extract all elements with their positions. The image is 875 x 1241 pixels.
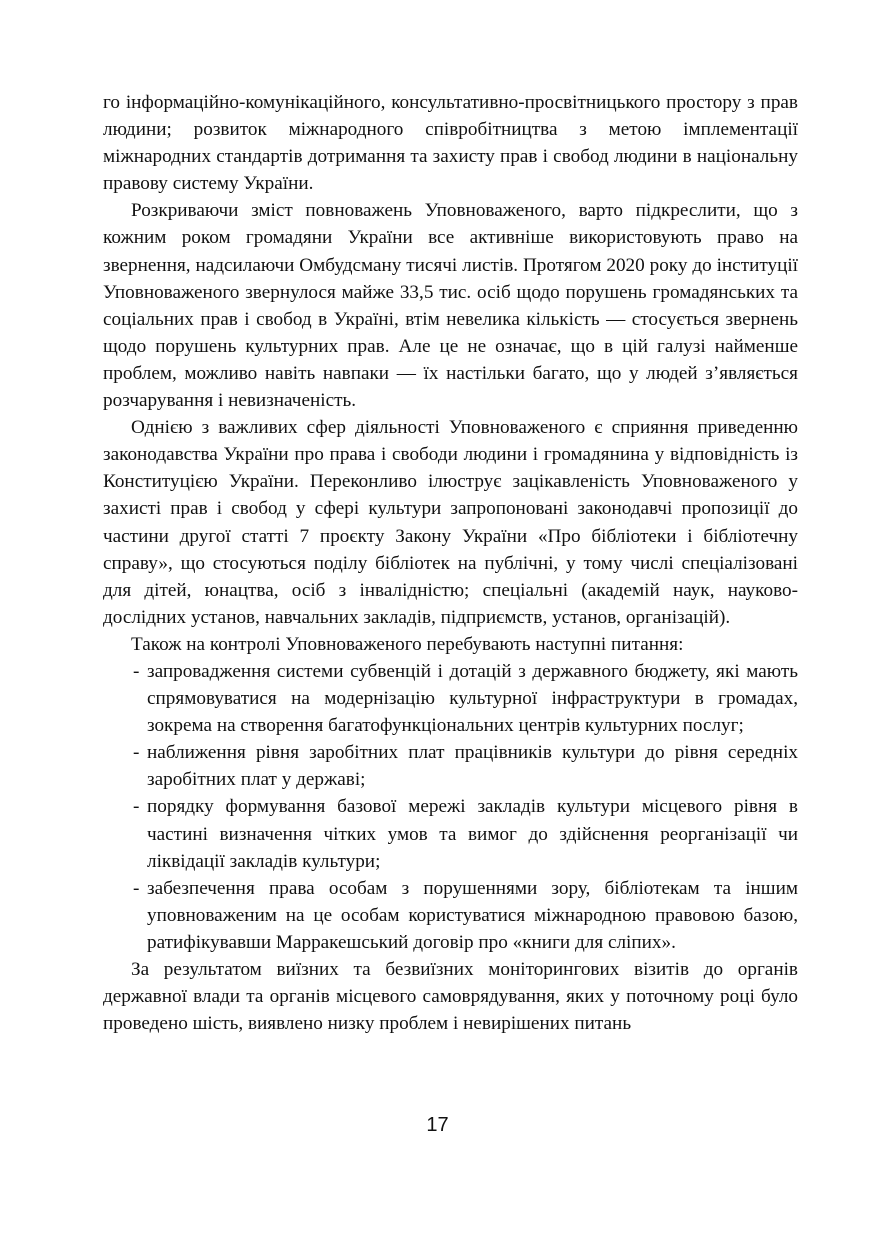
paragraph-monitoring: За результатом виїзних та безвиїзних моніторингових візитів до органів державної влади та органів місцевого самоврядування, яких у поточному році було проведено шість, виявлено низку проблем і невирішених питань — [103, 959, 798, 1035]
list-item — [103, 739, 798, 793]
list-item-text: забезпечення права особам з порушеннями зору, бібліотекам та іншим уповноваженим на це особам користуватися міжнародною правовою базою, ратифікувавши Марракешський договір про «книги для сліпих». — [147, 877, 798, 953]
page-number: 17 — [426, 1114, 449, 1136]
paragraph-control-issues: Також на контролі Уповноваженого перебувають наступні питання: — [131, 633, 684, 655]
bullet-list — [103, 658, 798, 956]
paragraph-continuation: го інформаційно-комунікаційного, консультативно-просвітницького простору з прав людини; розвиток міжнародного співробітництва з метою імплементації міжнародних стандартів дотримання та захисту прав і свобод людини в національну правову систему України. — [103, 92, 798, 195]
bullet-dash: - — [133, 660, 140, 682]
page-body — [103, 89, 798, 1037]
list-item-text: запровадження системи субвенцій і дотацій з державного бюджету, які мають спрямовуватися на модернізацію культурної інфраструктури в громадах, зокрема на створення багатофункціональних центрів культурних послуг; — [147, 660, 798, 737]
bullet-dash: - — [133, 877, 140, 899]
list-item-text: наближення рівня заробітних плат працівників культури до рівня середніх заробітних плат у державі; — [147, 742, 798, 791]
list-item — [103, 658, 798, 739]
paragraph-ombudsman-powers: Розкриваючи зміст повноважень Уповноваженого, варто підкреслити, що з кожним роком громадяни України все активніше використовують право на звернення, надсилаючи Омбудсману тисячі листів. Протягом 2020 року до інституції Уповноваженого звернулося майже 33,5 тис. осіб щодо порушень громадянських та соціальних прав і свобод в Україні, втім невелика кількість — стосується звернень щодо порушень культурних прав. Але це не означає, що в цій галузі найменше проблем, можливо навіть навпаки — їх настільки багато, що у людей з’являється розчарування і невизначеність. — [103, 200, 798, 412]
bullet-dash: - — [133, 796, 140, 818]
bullet-dash: - — [133, 742, 140, 764]
list-item-text: порядку формування базової мережі закладів культури місцевого рівня в частині визначення чітких умов та вимог до здійснення реорганізації чи ліквідації закладів культури; — [147, 796, 798, 872]
paragraph-legislation: Однією з важливих сфер діяльності Уповноваженого є сприяння приведенню законодавства України про права і свободи людини і громадянина у відповідність із Конституцією України. Переконливо ілюструє зацікавленість Уповноваженого у захисті прав і свобод у сфері культури запропоновані законодавчі пропозиції до частини другої статті 7 проєкту Закону України «Про бібліотеки і бібліотечну справу», що стосуються поділу бібліотек на публічні, у тому числі спеціалізовані для дітей, юнацтва, осіб з інвалідністю; спеціальні (академій наук, науково-дослідних установ, навчальних закладів, підприємств, установ, організацій). — [103, 417, 798, 628]
list-item — [103, 875, 798, 956]
list-item — [103, 793, 798, 874]
